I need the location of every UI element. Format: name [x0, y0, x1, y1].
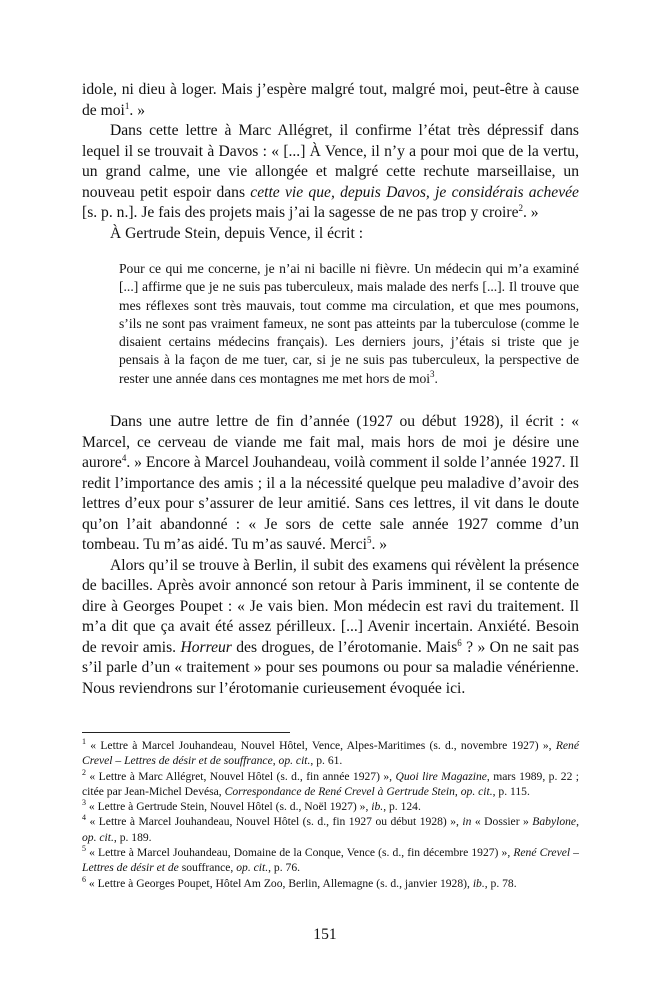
footnote-ref[interactable]: 4: [121, 453, 127, 464]
footnote-3: $^3$ « Lettre à Gertrude Stein, Nouvel Hôtel (s. d., Noël 1927) », ib., p. 124.: [82, 798, 421, 814]
paragraph-2: Dans cette lettre à Marc Allégret, il confirme l’état très dépressif dans lequel il se trouvait à Davos : « [...] À Vence, il n’y a pour moi que de la vertu, un grand calme, une vie allongée et malgré cette rechute marseillaise, un nouveau petit espoir dans cette vie que, depuis Davos, je considérais achevée [s. p. n.]. Je fais des projets mais j’ai la sagesse de ne pas trop y croire$^2$. »: [82, 122, 579, 221]
footnote-ref[interactable]: 1: [124, 100, 130, 111]
block-quote: Pour ce qui me concerne, je n’ai ni bacille ni fièvre. Un médecin qui m’a examiné [...] affirme que je ne suis pas tuberculeux, mais malade des nerfs [...]. Il trouve que mes réflexes sont très mauvais, tout comme ma circulation, et que mes poumons, s’ils ne sont pas vraiment fameux, ne sont pas atteints par la tuberculose (comme le disaient certains médecins français). Les derniers jours, j’étais si triste que je pensais à la façon de me tuer, car, si je ne suis pas tuberculeux, la perspective de rester une année dans ces montagnes me met hors de moi$^3$.: [119, 261, 579, 386]
paragraph-5: Alors qu’il se trouve à Berlin, il subit des examens qui révèlent la présence de bacilles. Après avoir annoncé son retour à Paris imminent, il se contente de dire à Georges Poupet : « Je vais bien. Mon médecin est ravi du traitement. Il m’a dit que ça avait été assez périlleux. [...] Avenir incertain. Anxiété. Besoin de revoir amis. Horreur des drogues, de l’érotomanie. Mais$^6$ ? » On ne sait pas s’il parle d’un « traitement » pour ses poumons ou pour sa maladie vénérienne. Nous reviendrons sur l’érotomanie curieusement évoquée ici.: [82, 556, 580, 697]
paragraph-4: Dans une autre lettre de fin d’année (1927 ou début 1928), il écrit : « Marcel, ce cerveau de viande me fait mal, mais hors de moi je désire une aurore$^4$. » Encore à Marcel Jouhandeau, voilà comment il solde l’année 1927. Il redit l’importance des amis ; il a la nécessité quelque peu maladive d’avoir des lettres d’eux pour s’assurer de leur amitié. Sans ces lettres, il vit dans le doute qu’on l’ait abandonné : « Je sors de cette sale année 1927 comme d’un tombeau. Tu m’as aidé. Tu m’as sauvé. Merci$^5$. »: [82, 413, 579, 554]
footnotes: [82, 738, 579, 891]
footnote-separator: [82, 732, 290, 733]
footnote-2: $^2$ « Lettre à Marc Allégret, Nouvel Hôtel (s. d., fin année 1927) », Quoi lire Magazine, mars 1989, p. 22 ; citée par Jean-Michel Devésa, Correspondance de René Crevel à Gertrude Stein, op. cit., p. 115.: [82, 767, 579, 798]
footnote-1: $^1$ « Lettre à Marcel Jouhandeau, Nouvel Hôtel, Vence, Alpes-Maritimes (s. d., novembre 1927) », René Crevel – Lettres de désir et de souffrance, op. cit., p. 61.: [82, 737, 579, 768]
footnote-ref[interactable]: 3: [430, 368, 435, 379]
footnote-ref[interactable]: 2: [518, 203, 523, 213]
page-number: 151: [313, 926, 337, 943]
main-text: [82, 80, 579, 699]
footnote-ref[interactable]: 5: [367, 535, 372, 546]
footnote-6: $^6$ « Lettre à Georges Poupet, Hôtel Am Zoo, Berlin, Allemagne (s. d., janvier 1928), ib., p. 78.: [82, 874, 517, 890]
footnote-ref[interactable]: 6: [457, 637, 462, 648]
footnote-4: $^4$ « Lettre à Marcel Jouhandeau, Nouvel Hôtel (s. d., fin 1927 ou début 1928) », in « Dossier » Babylone, op. cit., p. 189.: [82, 813, 579, 844]
footnote-5: $^5$ « Lettre à Marcel Jouhandeau, Domaine de la Conque, Vence (s. d., fin décembre 1927) », René Crevel – Lettres de désir et de souffrance, op. cit., p. 76.: [82, 844, 579, 875]
paragraph-3: À Gertrude Stein, depuis Vence, il écrit :: [110, 224, 364, 242]
paragraph-1: idole, ni dieu à loger. Mais j’espère malgré tout, malgré moi, peut-être à cause de moi$^1$. »: [82, 81, 579, 119]
